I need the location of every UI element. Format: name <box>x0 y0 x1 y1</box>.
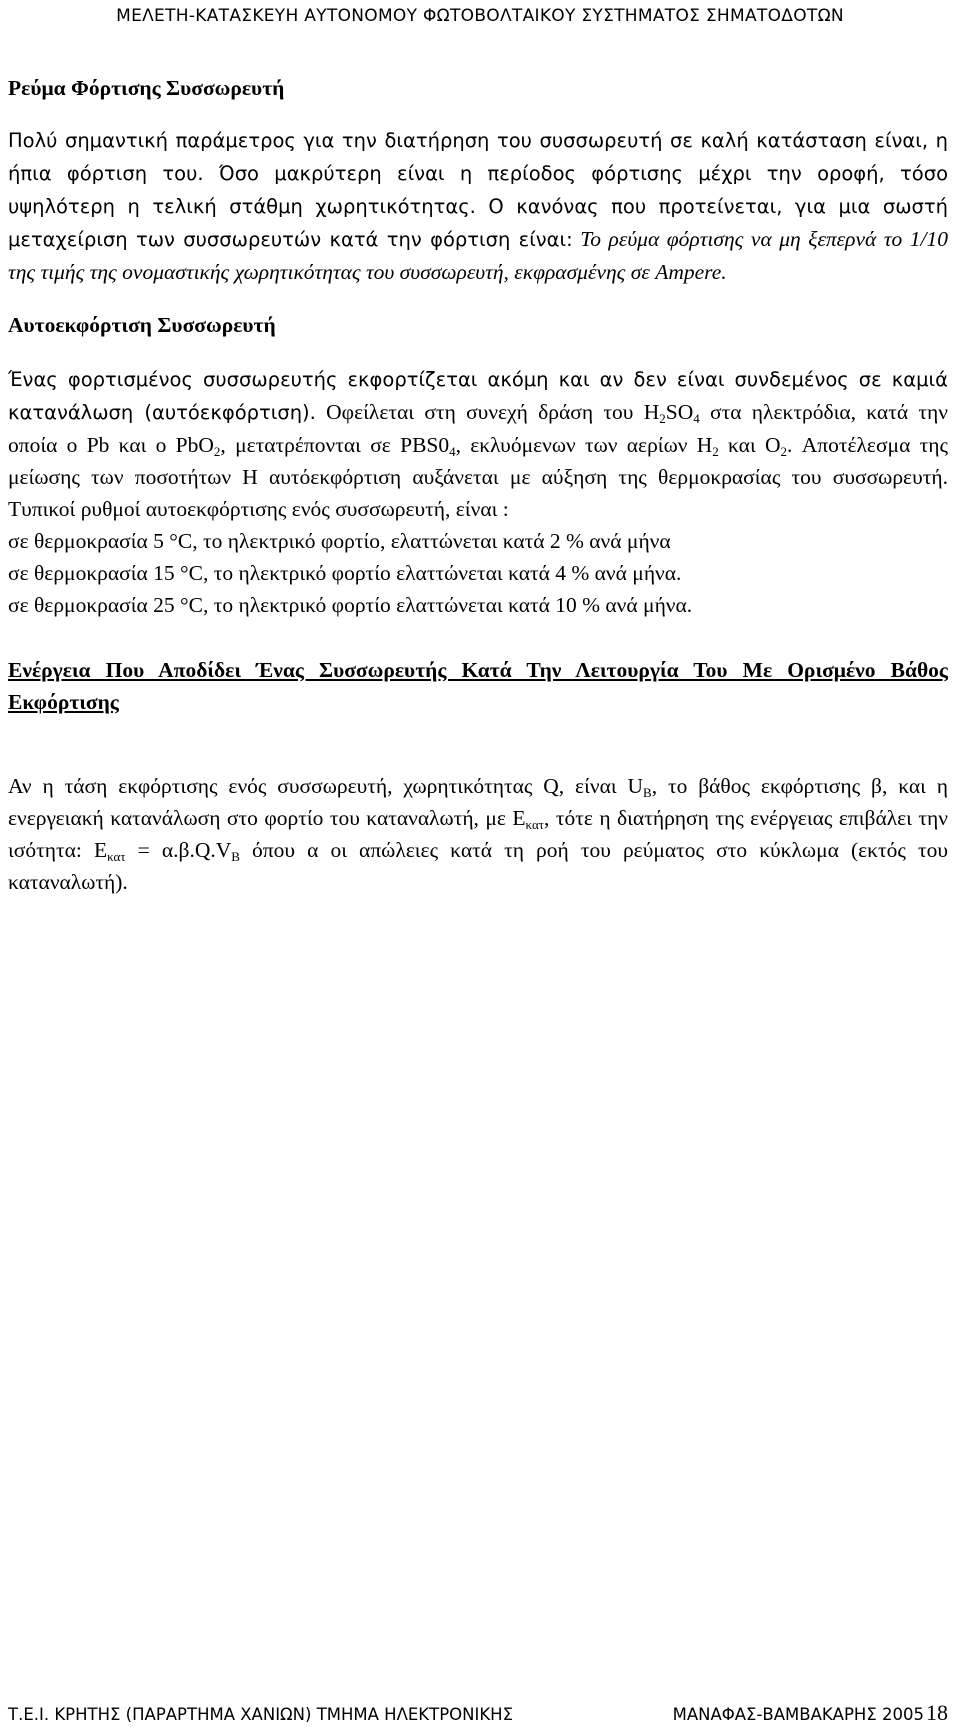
section-heading-energy: Ενέργεια Που Αποδίδει Ένας Συσσωρευτής Κατά Την Λειτουργία Του Με Ορισμένο Βάθος Εκφόρτισης <box>8 658 948 714</box>
rate-line: σε θερμοκρασία 25 °C, το ηλεκτρικό φορτίο ελαττώνεται κατά 10 % ανά μήνα. <box>8 593 693 617</box>
page-footer <box>8 1700 948 1726</box>
text-span: Ένας φορτισμένος συσσωρευτής εκφορτίζεται ακόμη και αν δεν είναι συνδεμένος σε καμιά κατανάλωση (αυτόεκφόρτιση). <box>8 368 948 424</box>
footer-institution: Τ.Ε.Ι. ΚΡΗΤΗΣ (ΠΑΡΑΡΤΗΜΑ ΧΑΝΙΩΝ) ΤΜΗΜΑ ΗΛΕΚΤΡΟΝΙΚΗΣ <box>8 1705 513 1724</box>
text-span: = α.β.Q.V <box>125 838 232 862</box>
subscript: κατ <box>107 849 126 864</box>
text-span: Πολύ σημαντική παράμετρος για την διατήρηση του συσσωρευτή σε καλή κατάσταση είναι, η ήπια φόρτιση του. Όσο μακρύτερη είναι η περίοδος φόρτισης μέχρι την οροφή, τόσο υψηλότερη η τελική στάθμη χωρητικότητας. <box>8 129 948 218</box>
rate-line: σε θερμοκρασία 5 °C, το ηλεκτρικό φορτίο, ελαττώνεται κατά 2 % ανά μήνα <box>8 529 671 553</box>
text-span: όπου α οι απώλειες κατά τη ροή του ρεύματος στο κύκλωμα (εκτός του καταναλωτή). <box>8 838 948 894</box>
page-body <box>8 72 948 898</box>
paragraph-energy <box>8 770 948 898</box>
paragraph-charging-current <box>8 124 948 288</box>
text-span: , μετατρέπονται σε PBS0 <box>220 433 450 457</box>
text-span: , εκλυόμενων των αερίων H <box>455 433 713 457</box>
paragraph-self-discharge <box>8 363 948 525</box>
subscript: κατ <box>525 817 544 832</box>
page-number: 18 <box>926 1700 948 1725</box>
text-span: Οφείλεται στη συνεχή δράση του H <box>315 400 660 424</box>
subscript: 2 <box>780 444 788 459</box>
subscript: 4 <box>693 411 700 426</box>
text-span: , το βάθος εκφόρτισης β, και η ενεργειακή κατανάλωση στο φορτίο του καταναλωτή, με E <box>8 774 948 830</box>
subscript: 2 <box>213 444 221 459</box>
text-span: , τότε η διατήρηση της ενέργειας επιβάλει την ισότητα: E <box>8 806 948 862</box>
subscript: 2 <box>659 411 666 426</box>
italic-rule: Το ρεύμα φόρτισης να μη ξεπερνά το 1/10 της τιμής της ονομαστικής χωρητικότητας του συσσωρευτή, εκφρασμένης σε Ampere. <box>8 227 949 284</box>
footer-authors: ΜΑΝΑΦΑΣ-ΒΑΜΒΑΚΑΡΗΣ 2005 <box>672 1705 924 1724</box>
text-span: στα ηλεκτρόδια, κατά την οποία ο Pb και ο PbO <box>8 400 948 457</box>
section-heading-self-discharge: Αυτοεκφόρτιση Συσσωρευτή <box>8 313 276 337</box>
footer-authors-group <box>673 1700 948 1726</box>
text-span: Αποτέλεσμα της μείωσης των ποσοτήτων Η αυτόεκφόρτιση αυξάνεται με αύξηση της θερμοκρασίας του συσσωρευτή. <box>8 433 949 489</box>
running-header: ΜΕΛΕΤΗ-ΚΑΤΑΣΚΕΥΗ ΑΥΤΟΝΟΜΟΥ ΦΩΤΟΒΟΛΤΑΙΚΟΥ ΣΥΣΤΗΜΑΤΟΣ ΣΗΜΑΤΟΔΟΤΩΝ <box>116 6 844 26</box>
section-heading-charging-current: Ρεύμα Φόρτισης Συσσωρευτή <box>8 76 285 100</box>
text-span: SO <box>665 400 694 424</box>
subscript: B <box>231 849 240 864</box>
subscript: 2 <box>712 444 719 459</box>
text-span: Αν η τάση εκφόρτισης ενός συσσωρευτή, χωρητικότητας Q, είναι U <box>8 774 644 798</box>
text-span: Ο κανόνας που προτείνεται, για μια σωστή μεταχείριση των συσσωρευτών κατά την φόρτιση είναι: <box>8 195 948 251</box>
subscript: 4 <box>449 444 456 459</box>
text-span: και O <box>718 433 781 457</box>
subscript: B <box>643 785 652 800</box>
rate-line: σε θερμοκρασία 15 °C, το ηλεκτρικό φορτίο ελαττώνεται κατά 4 % ανά μήνα. <box>8 561 682 585</box>
text-span: . <box>787 433 793 457</box>
text-span: Τυπικοί ρυθμοί αυτοεκφόρτισης ενός συσσωρευτή, είναι : <box>8 497 509 521</box>
